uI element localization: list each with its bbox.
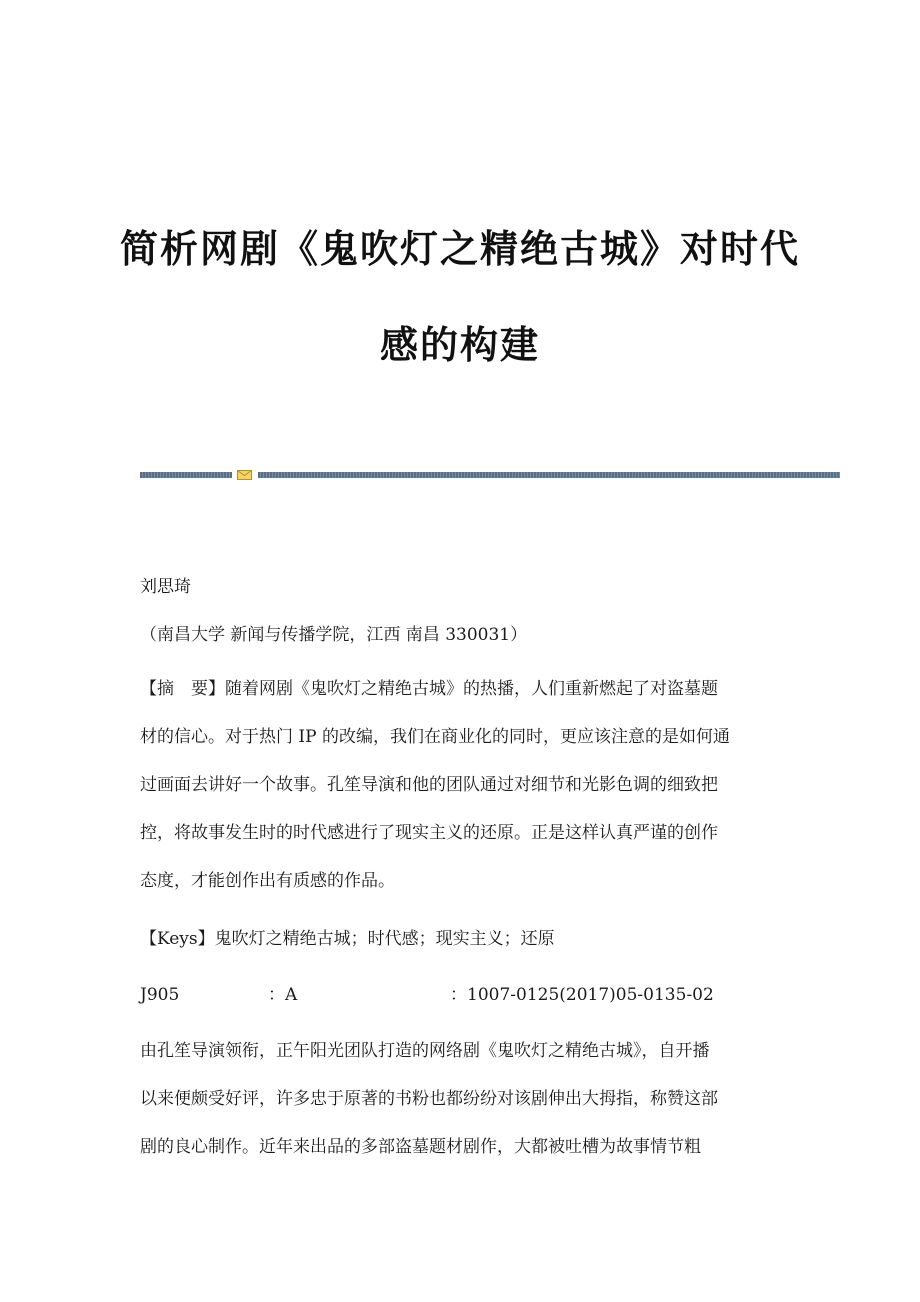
article-id: ：1007-0125(2017)05-0135-02 bbox=[450, 985, 714, 1005]
divider-bar-right bbox=[258, 472, 840, 478]
author-name: 刘思琦 bbox=[140, 577, 191, 597]
body-line: 由孔笙导演领衔，正午阳光团队打造的网络剧《鬼吹灯之精绝古城》，自开播 bbox=[140, 1041, 710, 1061]
abstract-line: 态度，才能创作出有质感的作品。 bbox=[140, 871, 395, 891]
title-line-1: 简析网剧《鬼吹灯之精绝古城》对时代 bbox=[119, 227, 800, 271]
abstract-line: 材的信心。对于热门 IP 的改编，我们在商业化的同时，更应该注意的是如何通 bbox=[140, 727, 730, 747]
document-code: ：A bbox=[268, 985, 298, 1005]
title-divider bbox=[140, 470, 840, 479]
keywords: 【Keys】鬼吹灯之精绝古城；时代感；现实主义；还原 bbox=[140, 929, 555, 949]
clc-number: J905 bbox=[140, 985, 180, 1005]
body-line: 以来便颇受好评，许多忠于原著的书粉也都纷纷对该剧伸出大拇指，称赞这部 bbox=[140, 1089, 718, 1109]
body-line: 剧的良心制作。近年来出品的多部盗墓题材剧作，大都被吐槽为故事情节粗 bbox=[140, 1137, 701, 1157]
divider-bar-left bbox=[140, 472, 232, 478]
abstract-line: 控，将故事发生时的时代感进行了现实主义的还原。正是这样认真严谨的创作 bbox=[140, 823, 718, 843]
envelope-icon bbox=[237, 470, 252, 480]
title-line-2: 感的构建 bbox=[379, 323, 540, 367]
abstract-line: 过画面去讲好一个故事。孔笙导演和他的团队通过对细节和光影色调的细致把 bbox=[140, 775, 718, 795]
abstract-line: 【摘 要】随着网剧《鬼吹灯之精绝古城》的热播，人们重新燃起了对盗墓题 bbox=[140, 679, 718, 699]
author-affiliation: （南昌大学 新闻与传播学院，江西 南昌 330031） bbox=[140, 625, 528, 645]
